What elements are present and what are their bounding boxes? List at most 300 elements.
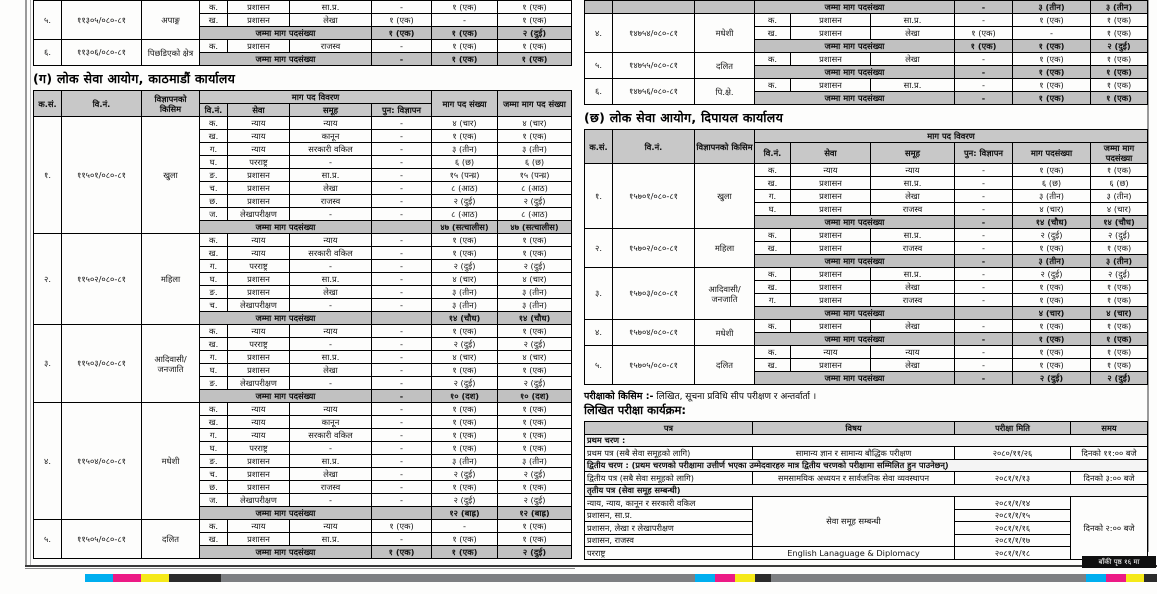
cell-sewa: प्रशासन xyxy=(791,281,871,294)
cell-pun: - xyxy=(372,377,432,390)
cell-sewa: प्रशासन xyxy=(791,79,871,92)
cell-sub-sn: ख. xyxy=(200,247,228,260)
office-table xyxy=(584,129,1148,385)
cell-sn: ५. xyxy=(34,520,62,559)
exam-kind-value: लिखित, सूचना प्रविधि सीप परीक्षण र अन्तर्वार्ता । xyxy=(656,392,817,402)
cell-mag: १ (एक) xyxy=(432,40,498,53)
phase2-paper: द्वितीय पत्र (सबै सेवा समूहको लागि) xyxy=(585,472,753,485)
cell-samuha: लेखा xyxy=(871,190,955,203)
cell-total: १ (एक) xyxy=(1091,359,1148,372)
cell-mag: १ (एक) xyxy=(1013,294,1091,307)
cell-kisim: महिला xyxy=(695,229,755,268)
cell-total: १ (एक) xyxy=(498,442,572,455)
cell-pun: - xyxy=(372,494,432,507)
cell-sub-sn: ख. xyxy=(200,130,228,143)
cell-sub-sn: ख. xyxy=(200,533,228,546)
cell-total: २ (दुई) xyxy=(498,494,572,507)
cell-pun: - xyxy=(955,281,1013,294)
cell-sum-mag: ३ (तीन) xyxy=(1013,255,1091,268)
cell-samuha: लेखा xyxy=(871,53,955,66)
phase1-date: २०८०/११/२६ xyxy=(955,447,1071,460)
cell-samuha: न्याय xyxy=(871,164,955,177)
cell-pun: १ (एक) xyxy=(372,14,432,27)
cell-samuha: सा.प्र. xyxy=(871,14,955,27)
cell-sewa: न्याय xyxy=(228,403,290,416)
cell-sewa: प्रशासन xyxy=(228,351,290,364)
cell-mag: २ (दुई) xyxy=(432,377,498,390)
cell-samuha: - xyxy=(290,494,372,507)
header-band: माग पद विवरण xyxy=(755,130,1148,143)
cell-sub-sn: ग. xyxy=(200,143,228,156)
cell-samuha: - xyxy=(290,208,372,221)
phase3-subject-last: English Lanaguage & Diplomacy xyxy=(753,547,955,560)
cell-sn: ४. xyxy=(34,403,62,520)
cell-pun: - xyxy=(955,79,1013,92)
cell-kisim: पि.क्षे. xyxy=(695,79,755,105)
cell-samuha: राजस्व xyxy=(290,40,372,53)
cell-samuha: न्याय xyxy=(290,403,372,416)
cell-pun: - xyxy=(955,320,1013,333)
cell-sewa: न्याय xyxy=(228,520,290,533)
header-kisim: विज्ञापनको किसिम xyxy=(142,91,200,117)
cell-sum-label: जम्मा माग पदसंख्या xyxy=(200,27,372,40)
cell-sum-total: ३ (तीन) xyxy=(1091,1,1148,14)
cell-pun: - xyxy=(955,177,1013,190)
cell-total: १ (एक) xyxy=(1091,53,1148,66)
cell-pun: - xyxy=(372,481,432,494)
cell-sewa: न्याय xyxy=(228,143,290,156)
cell-sn: ६. xyxy=(34,40,62,66)
cell-total: ४ (चार) xyxy=(498,117,572,130)
cell-total: १ (एक) xyxy=(498,481,572,494)
header-paper: पत्र xyxy=(585,422,753,435)
cell-total: ८ (आठ) xyxy=(498,208,572,221)
cell-mag: १ (एक) xyxy=(432,364,498,377)
cell-sum-pun: - xyxy=(955,255,1013,268)
cell-sum-total: १० (दश) xyxy=(498,390,572,403)
cell-total: २ (दुई) xyxy=(498,195,572,208)
header-sn: क.सं. xyxy=(585,130,613,164)
office-table-dipayal xyxy=(584,129,1147,385)
cell-mag: १ (एक) xyxy=(1013,281,1091,294)
cell-sub-sn: ग. xyxy=(200,429,228,442)
cell-kisim: आदिवासी/ जनजाति xyxy=(695,268,755,320)
cell-samuha: राजस्व xyxy=(871,203,955,216)
cell-sewa: प्रशासन xyxy=(228,533,290,546)
section-title-dipayal: (छ) लोक सेवा आयोग, दिपायल कार्यालय xyxy=(584,110,784,125)
cell-mag: - xyxy=(432,14,498,27)
cell-sewa: प्रशासन xyxy=(228,182,290,195)
cell-sum-pun: - xyxy=(372,53,432,66)
cell-total: १ (एक) xyxy=(498,403,572,416)
cell-adno: ११३०६/०८०-८१ xyxy=(62,40,142,66)
cell-adno: १५७०१/०८०-८१ xyxy=(613,164,695,229)
cell-mag: ४ (चार) xyxy=(432,351,498,364)
cell-sub-sn: क. xyxy=(755,229,791,242)
cell-mag: ३ (तीन) xyxy=(432,455,498,468)
cell-sewa: परराष्ट्र xyxy=(228,442,290,455)
cell-pun: - xyxy=(372,169,432,182)
header-pun: पुन: विज्ञापन xyxy=(372,104,432,117)
cell-total: १ (एक) xyxy=(1091,79,1148,92)
cell-sewa: परराष्ट्र xyxy=(228,156,290,169)
cell-mag: ३ (तीन) xyxy=(432,299,498,312)
cell-pun: - xyxy=(372,338,432,351)
cell-total: ६ (छ) xyxy=(498,156,572,169)
cell-total: १ (एक) xyxy=(1091,294,1148,307)
cell-total: १ (एक) xyxy=(498,130,572,143)
cell-samuha: राजस्व xyxy=(290,481,372,494)
registration-mark-black-right xyxy=(1144,574,1157,582)
cell-sum-total: १४ (चौध) xyxy=(1091,216,1148,229)
cell-sum-pun: - xyxy=(372,390,432,403)
cell-total: १ (एक) xyxy=(498,1,572,14)
cell-mag: १ (एक) xyxy=(432,325,498,338)
cell-total: २ (दुई) xyxy=(498,377,572,390)
cell-kisim: आदिवासी/ जनजाति xyxy=(142,325,200,403)
cell-mag: - xyxy=(1013,27,1091,40)
cell-sub-sn: क. xyxy=(755,79,791,92)
cell-total: १ (एक) xyxy=(1091,242,1148,255)
header-samuha: समूह xyxy=(290,104,372,117)
cell-sewa: लेखापरीक्षण xyxy=(228,377,290,390)
cell-sum-pun: - xyxy=(955,372,1013,385)
cell-sn: ५. xyxy=(585,53,613,79)
cell-pun: - xyxy=(372,182,432,195)
cell-sewa: न्याय xyxy=(228,130,290,143)
cell-samuha: लेखा xyxy=(290,468,372,481)
phase2-label: द्वितीय चरण : (प्रथम चरणको परीक्षामा उत्तीर्ण भएका उम्मेदवारहरु मात्र द्वितीय चरणको परीक्षामा सम्मिलित हुन पाउनेछन्) xyxy=(585,459,1148,472)
cell-sewa: प्रशासन xyxy=(228,468,290,481)
cell-pun: १ (एक) xyxy=(955,27,1013,40)
cell-total: ३ (तीन) xyxy=(498,143,572,156)
cell-mag: २ (दुई) xyxy=(432,195,498,208)
cell-sub-sn: क. xyxy=(755,14,791,27)
registration-mark-black-mid xyxy=(755,574,771,582)
cell-sewa: प्रशासन xyxy=(228,273,290,286)
cell-sewa: लेखापरीक्षण xyxy=(228,299,290,312)
cell-sub-sn: क. xyxy=(200,117,228,130)
cell-sub-sn: ख. xyxy=(200,338,228,351)
cell-total: ४ (चार) xyxy=(1091,203,1148,216)
cell-sum-pun xyxy=(372,221,432,234)
cell-sum-label: जम्मा माग पदसंख्या xyxy=(755,216,955,229)
cell-sewa: प्रशासन xyxy=(228,195,290,208)
cell-sum-total: १४ (चौध) xyxy=(498,312,572,325)
phase3-date: २०८१/१/१६ xyxy=(955,522,1071,535)
cell-sn: ४. xyxy=(585,14,613,53)
cell-sum-pun xyxy=(372,507,432,520)
header-sub-sn: वि.नं. xyxy=(200,104,228,117)
cell-total: २ (दुई) xyxy=(1091,268,1148,281)
cell-sewa: प्रशासन xyxy=(791,53,871,66)
cell-sewa: प्रशासन xyxy=(791,229,871,242)
cell-sum-pun: १ (एक) xyxy=(372,27,432,40)
right-column xyxy=(584,0,1147,560)
cell-total: ४ (चार) xyxy=(498,273,572,286)
cell-sum-mag: ४७ (सत्चालीस) xyxy=(432,221,498,234)
cell-sum-pun: १ (एक) xyxy=(372,546,432,559)
cell-samuha: कानून xyxy=(290,416,372,429)
cell-sub-sn: च. xyxy=(200,468,228,481)
header-adno: वि.नं. xyxy=(62,91,142,117)
phase2-subject: समसामयिक अध्ययन र सार्वजनिक सेवा व्यवस्थापन xyxy=(753,472,955,485)
continued-page-badge: बाँकी पृष्ठ १६ मा xyxy=(1082,556,1156,568)
cell-samuha: लेखा xyxy=(871,320,955,333)
cell-sewa: परराष्ट्र xyxy=(228,338,290,351)
cell-sum-mag: १ (एक) xyxy=(1013,92,1091,105)
cell-sub-sn: ङ. xyxy=(200,286,228,299)
cell-sewa: न्याय xyxy=(228,325,290,338)
cell-sewa: लेखापरीक्षण xyxy=(228,208,290,221)
cell-adno: १५७०४/०८०-८१ xyxy=(613,320,695,346)
cell-samuha: राजस्व xyxy=(871,242,955,255)
cell-kisim: खुला xyxy=(695,164,755,229)
cell-pun: - xyxy=(955,346,1013,359)
cell-pun: - xyxy=(955,268,1013,281)
phase3-date: २०८१/१/१४ xyxy=(955,497,1071,510)
cell-pun: - xyxy=(955,229,1013,242)
cell-total: २ (दुई) xyxy=(1091,229,1148,242)
cell-sum-total: २ (दुई) xyxy=(498,27,572,40)
cell-mag: १ (एक) xyxy=(432,481,498,494)
page-rule-left-inner xyxy=(30,0,31,566)
cell-sum-total: १ (एक) xyxy=(1091,333,1148,346)
phase3-date: २०८१/१/१५ xyxy=(955,509,1071,522)
cell-sum-label: जम्मा माग पदसंख्या xyxy=(755,372,955,385)
cell-sum-label: जम्मा माग पदसंख्या xyxy=(200,507,372,520)
cell-total: १ (एक) xyxy=(1091,27,1148,40)
cell-total: ३ (तीन) xyxy=(498,286,572,299)
cell-mag: ८ (आठ) xyxy=(432,182,498,195)
cell-pun: - xyxy=(372,403,432,416)
cell-sum-pun: १ (एक) xyxy=(955,40,1013,53)
cell-sewa: न्याय xyxy=(791,164,871,177)
cell-samuha: न्याय xyxy=(290,325,372,338)
registration-mark-cyan-mid xyxy=(695,574,715,582)
cell-total: १ (एक) xyxy=(1091,346,1148,359)
cell-sewa: प्रशासन xyxy=(791,203,871,216)
cell-samuha: - xyxy=(290,299,372,312)
phase3-date: २०८१/१/१८ xyxy=(955,547,1071,560)
section-title-kathmandu: (ग) लोक सेवा आयोग, काठमाडौं कार्यालय xyxy=(33,71,236,86)
cell-sum-mag: ३ (तीन) xyxy=(1013,1,1091,14)
cell-mag: १ (एक) xyxy=(1013,53,1091,66)
phase3-subject: सेवा समूह सम्बन्धी xyxy=(753,497,955,547)
cell-sum-mag: १ (एक) xyxy=(432,53,498,66)
cell-mag: १ (एक) xyxy=(432,234,498,247)
cell-sewa: प्रशासन xyxy=(791,268,871,281)
cell-mag: १ (एक) xyxy=(432,416,498,429)
cell-samuha: कानून xyxy=(290,130,372,143)
cell-sum-label: जम्मा माग पदसंख्या xyxy=(755,40,955,53)
cell-sub-sn: क. xyxy=(755,346,791,359)
cell-sub-sn: क. xyxy=(200,234,228,247)
cell-sub-sn: ख. xyxy=(755,242,791,255)
cell-sn: ५. xyxy=(585,346,613,385)
cell-samuha: सरकारी वकिल xyxy=(290,247,372,260)
cell-sum-mag: १२ (बाह्र) xyxy=(432,507,498,520)
cell-sum-label: जम्मा माग पदसंख्या xyxy=(755,307,955,320)
cell-sewa: न्याय xyxy=(228,117,290,130)
cell-kisim xyxy=(695,1,755,14)
cell-sewa: प्रशासन xyxy=(791,294,871,307)
cell-sub-sn: ख. xyxy=(755,27,791,40)
cell-sub-sn: ग. xyxy=(755,294,791,307)
cell-samuha: लेखा xyxy=(290,14,372,27)
cell-sn: ४. xyxy=(585,320,613,346)
cell-mag: १ (एक) xyxy=(1013,79,1091,92)
cell-sum-label: जम्मा माग पदसंख्या xyxy=(755,66,955,79)
exam-kind-line xyxy=(584,389,1147,402)
cell-kisim: अपाङ्ग xyxy=(142,1,200,40)
cell-sum-total: १ (एक) xyxy=(1091,66,1148,79)
cell-sum-label: जम्मा माग पदसंख्या xyxy=(200,390,372,403)
cell-sub-sn: क. xyxy=(200,40,228,53)
cell-sum-mag: २ (दुई) xyxy=(1013,372,1091,385)
cell-total: १ (एक) xyxy=(1091,281,1148,294)
phase2-time: दिनको ३:०० बजे xyxy=(1071,472,1148,485)
cell-sub-sn: घ. xyxy=(755,203,791,216)
phase3-paper: न्याय, न्याय, कानून र सरकारी वकिल xyxy=(585,497,753,510)
cell-samuha: - xyxy=(290,338,372,351)
cell-sewa: न्याय xyxy=(228,234,290,247)
cell-mag: ४ (चार) xyxy=(432,273,498,286)
cell-adno: १४७५५/०८०-८१ xyxy=(613,53,695,79)
cell-sum-total: १२ (बाह्र) xyxy=(498,507,572,520)
cell-total: ३ (तीन) xyxy=(498,455,572,468)
cell-sub-sn: क. xyxy=(200,520,228,533)
bottom-rule xyxy=(25,565,1157,567)
cell-sewa: प्रशासन xyxy=(791,359,871,372)
cell-sum-total: १ (एक) xyxy=(498,53,572,66)
cell-mag: २ (दुई) xyxy=(1013,268,1091,281)
cell-pun: - xyxy=(955,203,1013,216)
cell-adno: ११३०५/०८०-८१ xyxy=(62,1,142,40)
cell-mag: १ (एक) xyxy=(432,403,498,416)
cell-mag: ३ (तीन) xyxy=(1013,190,1091,203)
cell-sub-sn: ङ. xyxy=(200,169,228,182)
header-total: जम्मा माग पद संख्या xyxy=(498,91,572,117)
cell-kisim: दलित xyxy=(695,53,755,79)
cell-total: १ (एक) xyxy=(498,429,572,442)
phase3-time: दिनको २:०० बजे xyxy=(1071,497,1148,560)
cell-sum-total: ३ (तीन) xyxy=(1091,255,1148,268)
registration-mark-cyan xyxy=(85,574,113,582)
cell-adno: ११५०२/०८०-८१ xyxy=(62,234,142,325)
phase1-paper: प्रथम पत्र (सबै सेवा समूहको लागि) xyxy=(585,447,753,460)
cell-sum-mag: १० (दश) xyxy=(432,390,498,403)
cell-samuha: न्याय xyxy=(290,117,372,130)
cell-total: १ (एक) xyxy=(498,234,572,247)
cell-mag: १ (एक) xyxy=(432,247,498,260)
cell-samuha: लेखा xyxy=(871,359,955,372)
cell-samuha: सा.प्र. xyxy=(290,169,372,182)
cell-sum-total: २ (दुई) xyxy=(1091,40,1148,53)
cell-sn: ३. xyxy=(34,325,62,403)
cell-sum-total: २ (दुई) xyxy=(498,546,572,559)
cell-sub-sn: ख. xyxy=(755,177,791,190)
cell-sum-label: जम्मा माग पदसंख्या xyxy=(755,255,955,268)
cell-samuha: सा.प्र. xyxy=(290,351,372,364)
cell-pun: - xyxy=(372,273,432,286)
cell-sn: १. xyxy=(585,164,613,229)
cell-mag: १ (एक) xyxy=(432,1,498,14)
phase3-paper: परराष्ट्र xyxy=(585,547,753,560)
cell-sewa: प्रशासन xyxy=(228,169,290,182)
cell-pun: - xyxy=(372,247,432,260)
cell-sewa: प्रशासन xyxy=(791,177,871,190)
cell-pun: - xyxy=(372,143,432,156)
cell-total: ८ (आठ) xyxy=(498,182,572,195)
cell-sum-pun: - xyxy=(955,216,1013,229)
cell-samuha: न्याय xyxy=(290,234,372,247)
cell-sewa: न्याय xyxy=(228,429,290,442)
office-table xyxy=(33,0,572,66)
cell-pun: - xyxy=(372,260,432,273)
phase2-date: २०८१/१/१३ xyxy=(955,472,1071,485)
cell-pun: - xyxy=(372,429,432,442)
registration-mark-magenta-mid xyxy=(715,574,735,582)
cell-mag: १ (एक) xyxy=(1013,14,1091,27)
header-time: समय xyxy=(1071,422,1148,435)
cell-mag: ३ (तीन) xyxy=(432,286,498,299)
cell-samuha: सा.प्र. xyxy=(871,268,955,281)
cell-samuha: न्याय xyxy=(871,346,955,359)
cell-adno: ११५०५/०८०-८१ xyxy=(62,520,142,559)
cell-sub-sn: क. xyxy=(200,325,228,338)
cell-pun: १ (एक) xyxy=(372,520,432,533)
cell-pun: - xyxy=(372,455,432,468)
office-table xyxy=(584,0,1148,105)
cell-sewa: प्रशासन xyxy=(228,14,290,27)
cell-adno xyxy=(613,1,695,14)
cell-sub-sn: ख. xyxy=(200,416,228,429)
cell-samuha: - xyxy=(290,260,372,273)
cell-sewa: न्याय xyxy=(791,346,871,359)
cell-mag: १ (एक) xyxy=(1013,359,1091,372)
cell-samuha: न्याय xyxy=(290,520,372,533)
cell-sewa: न्याय xyxy=(228,416,290,429)
cell-sub-sn: च. xyxy=(200,299,228,312)
cell-kisim: मधेशी xyxy=(695,14,755,53)
cell-sub-sn: ख. xyxy=(755,359,791,372)
cell-pun: - xyxy=(955,359,1013,372)
phase1-label: प्रथम चरण : xyxy=(585,434,1148,447)
cell-sum-pun: - xyxy=(955,92,1013,105)
header-subject: विषय xyxy=(753,422,955,435)
header-pun: पुन: विज्ञापन xyxy=(955,143,1013,164)
cell-adno: १४७५६/०८०-८१ xyxy=(613,79,695,105)
office-table-partial-left xyxy=(33,0,571,66)
cell-samuha: लेखा xyxy=(871,27,955,40)
registration-mark-cyan-right xyxy=(1086,574,1106,582)
cell-mag: २ (दुई) xyxy=(432,338,498,351)
cell-total: १ (एक) xyxy=(498,533,572,546)
cell-sum-label: जम्मा माग पदसंख्या xyxy=(200,221,372,234)
cell-pun: - xyxy=(372,325,432,338)
cell-total: ३ (तीन) xyxy=(498,299,572,312)
cell-sum-mag: १ (एक) xyxy=(1013,66,1091,79)
cell-sub-sn: च. xyxy=(200,182,228,195)
phase3-label: तृतीय पत्र (सेवा समूह सम्बन्धी) xyxy=(585,484,1148,497)
header-kisim: विज्ञापनको किसिम xyxy=(695,130,755,164)
page-rule-left-outer xyxy=(25,0,27,566)
cell-samuha: राजस्व xyxy=(290,195,372,208)
cell-total: ३ (तीन) xyxy=(1091,190,1148,203)
cell-mag: ४ (चार) xyxy=(1013,203,1091,216)
cell-total: २ (दुई) xyxy=(498,260,572,273)
